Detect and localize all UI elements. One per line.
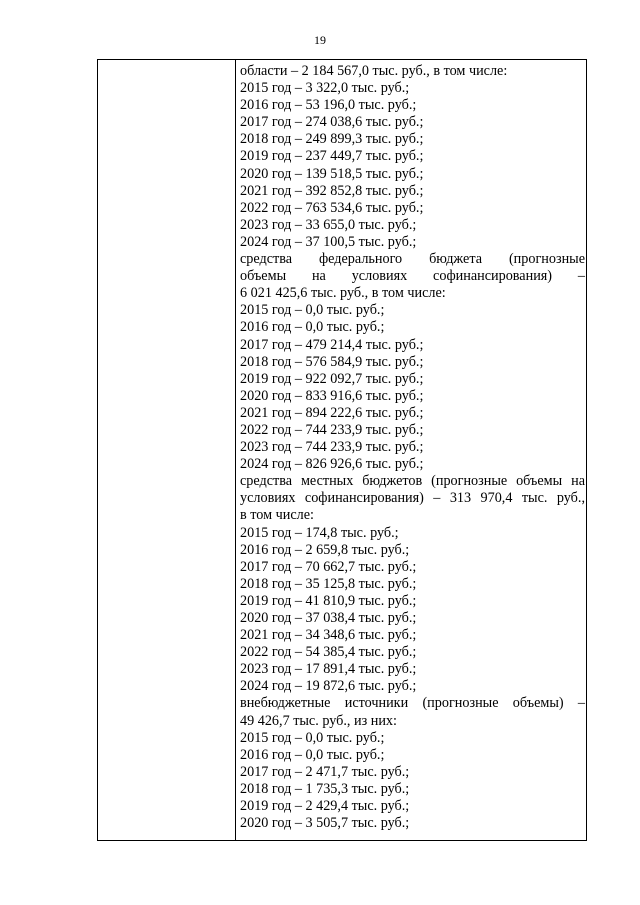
text-line: 2016 год – 0,0 тыс. руб.; [240, 319, 385, 336]
column-divider [235, 60, 236, 840]
text-line: средства местных бюджетов (прогнозные объемы на [240, 473, 585, 490]
text-line: 2023 год – 33 655,0 тыс. руб.; [240, 216, 417, 233]
text-line: 2016 год – 2 659,8 тыс. руб.; [240, 541, 410, 558]
text-line: 2019 год – 2 429,4 тыс. руб.; [240, 798, 410, 815]
text-line: 2015 год – 174,8 тыс. руб.; [240, 524, 399, 541]
text-line: 6 021 425,6 тыс. руб., в том числе: [240, 285, 446, 302]
text-line: 2024 год – 19 872,6 тыс. руб.; [240, 678, 417, 695]
text-line: 2023 год – 17 891,4 тыс. руб.; [240, 661, 417, 678]
text-line: средства федерального бюджета (прогнозные [240, 251, 585, 268]
text-line: 2021 год – 34 348,6 тыс. руб.; [240, 627, 417, 644]
text-line: 2018 год – 249 899,3 тыс. руб.; [240, 131, 424, 148]
text-line: внебюджетные источники (прогнозные объемы) – [240, 695, 585, 712]
text-line: 2019 год – 41 810,9 тыс. руб.; [240, 592, 417, 609]
text-line: 2015 год – 0,0 тыс. руб.; [240, 302, 385, 319]
text-line: 2021 год – 894 222,6 тыс. руб.; [240, 404, 424, 421]
text-line: 2022 год – 763 534,6 тыс. руб.; [240, 199, 424, 216]
text-line: 2016 год – 53 196,0 тыс. руб.; [240, 97, 417, 114]
text-line: 2020 год – 139 518,5 тыс. руб.; [240, 165, 424, 182]
text-line: 2018 год – 1 735,3 тыс. руб.; [240, 780, 410, 797]
text-line: 2017 год – 274 038,6 тыс. руб.; [240, 114, 424, 131]
text-line: 2018 год – 35 125,8 тыс. руб.; [240, 575, 417, 592]
text-line: 2016 год – 0,0 тыс. руб.; [240, 746, 385, 763]
text-line: 2015 год – 0,0 тыс. руб.; [240, 729, 385, 746]
text-line: условиях софинансирования) – 313 970,4 тыс. руб., [240, 490, 585, 507]
text-line: 2021 год – 392 852,8 тыс. руб.; [240, 182, 424, 199]
text-line: 2017 год – 70 662,7 тыс. руб.; [240, 558, 417, 575]
text-line: 2022 год – 744 233,9 тыс. руб.; [240, 421, 424, 438]
text-line: 49 426,7 тыс. руб., из них: [240, 712, 397, 729]
text-line: в том числе: [240, 507, 314, 524]
text-line: 2024 год – 826 926,6 тыс. руб.; [240, 456, 424, 473]
text-line: 2018 год – 576 584,9 тыс. руб.; [240, 353, 424, 370]
funding-text-cell [240, 63, 585, 832]
text-line: 2022 год – 54 385,4 тыс. руб.; [240, 644, 417, 661]
text-line: 2020 год – 833 916,6 тыс. руб.; [240, 387, 424, 404]
text-line: 2024 год – 37 100,5 тыс. руб.; [240, 233, 417, 250]
text-line: 2020 год – 37 038,4 тыс. руб.; [240, 610, 417, 626]
table [97, 59, 587, 841]
text-line: 2023 год – 744 233,9 тыс. руб.; [240, 439, 424, 456]
page-number: 19 [314, 33, 326, 47]
text-line: 2015 год – 3 322,0 тыс. руб.; [240, 80, 410, 97]
text-line: объемы на условиях софинансирования) – [240, 268, 585, 285]
text-line: 2020 год – 3 505,7 тыс. руб.; [240, 815, 410, 832]
text-line: 2017 год – 2 471,7 тыс. руб.; [240, 763, 410, 780]
text-line: 2019 год – 237 449,7 тыс. руб.; [240, 148, 424, 165]
text-line: 2019 год – 922 092,7 тыс. руб.; [240, 370, 424, 387]
text-line: 2017 год – 479 214,4 тыс. руб.; [240, 336, 424, 353]
text-line: области – 2 184 567,0 тыс. руб., в том числе: [240, 63, 508, 79]
